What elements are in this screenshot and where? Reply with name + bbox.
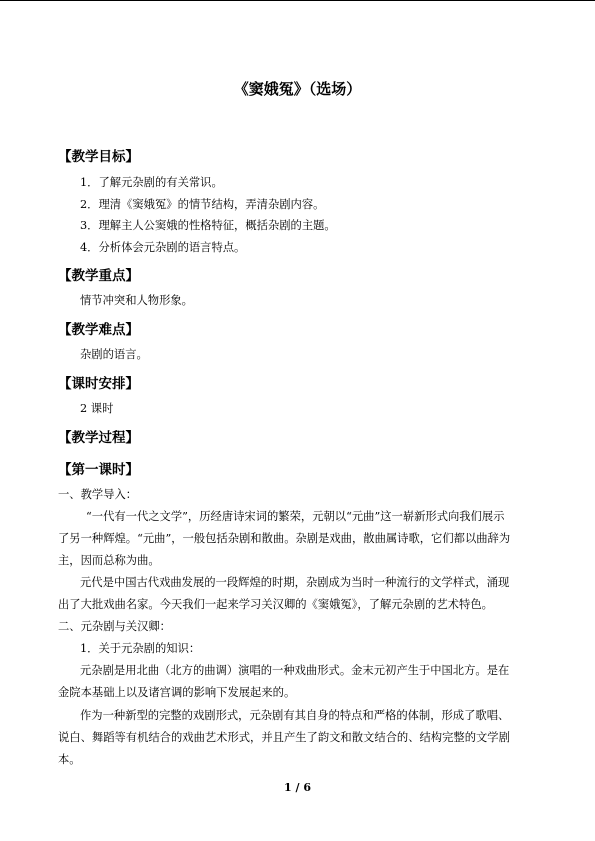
key-points-text: 情节冲突和人物形象。 <box>80 294 193 307</box>
paragraph-1-line-2: 了另一种辉煌。“元曲”，一般包括杂剧和散曲。杂剧是戏曲，散曲属诗歌，它们都以曲辞为 <box>58 532 511 545</box>
paragraph-4-line-2: 说白、舞蹈等有机结合的戏曲艺术形式，并且产生了韵文和散文结合的、结构完整的文学剧 <box>58 731 510 744</box>
part-2-title: 二、元杂剧与关汉卿： <box>58 620 171 633</box>
paragraph-1-line-3: 主，因而总称为曲。 <box>58 554 160 567</box>
heading-key-points: 【教学重点】 <box>58 268 139 284</box>
page-title: 《窦娥冤》（选场） <box>233 80 362 98</box>
difficult-points-text: 杂剧的语言。 <box>80 348 148 361</box>
heading-difficult-points: 【教学难点】 <box>58 322 139 338</box>
goal-item-4: 4．分析体会元杂剧的语言特点。 <box>80 241 246 254</box>
goal-item-1: 1．了解元杂剧的有关常识。 <box>80 176 223 189</box>
paragraph-2-line-2: 出了大批戏曲名家。今天我们一起来学习关汉卿的《窦娥冤》，了解元杂剧的艺术特色。 <box>58 598 493 611</box>
schedule-text: 2 课时 <box>80 402 114 415</box>
heading-schedule: 【课时安排】 <box>58 376 139 392</box>
header-rule <box>0 0 595 1</box>
part-1-title: 一、教学导入： <box>58 488 138 501</box>
paragraph-3-line-2: 金院本基础上以及诸宫调的影响下发展起来的。 <box>58 686 296 699</box>
page-number: 1 / 6 <box>284 781 311 794</box>
heading-lesson-1: 【第一课时】 <box>58 462 139 478</box>
heading-teaching-goals: 【教学目标】 <box>58 149 139 165</box>
paragraph-4-line-1: 作为一种新型的完整的戏剧形式，元杂剧有其自身的特点和严格的体制，形成了歌唱、 <box>80 709 510 722</box>
goal-item-3: 3．理解主人公窦娥的性格特征，概括杂剧的主题。 <box>80 219 336 232</box>
goal-item-2: 2．理清《窦娥冤》的情节结构，弄清杂剧内容。 <box>80 198 325 211</box>
heading-teaching-process: 【教学过程】 <box>58 430 139 446</box>
paragraph-1-line-1: “一代有一代之文学”，历经唐诗宋词的繁荣，元朝以“元曲”这一崭新形式向我们展示 <box>86 510 505 523</box>
sub-1-title: 1．关于元杂剧的知识： <box>80 642 201 655</box>
paragraph-3-line-1: 元杂剧是用北曲（北方的曲调）演唱的一种戏曲形式。金末元初产生于中国北方。是在 <box>80 664 510 677</box>
paragraph-2-line-1: 元代是中国古代戏曲发展的一段辉煌的时期，杂剧成为当时一种流行的文学样式，涌现 <box>80 576 510 589</box>
paragraph-4-line-3: 本。 <box>58 753 81 766</box>
